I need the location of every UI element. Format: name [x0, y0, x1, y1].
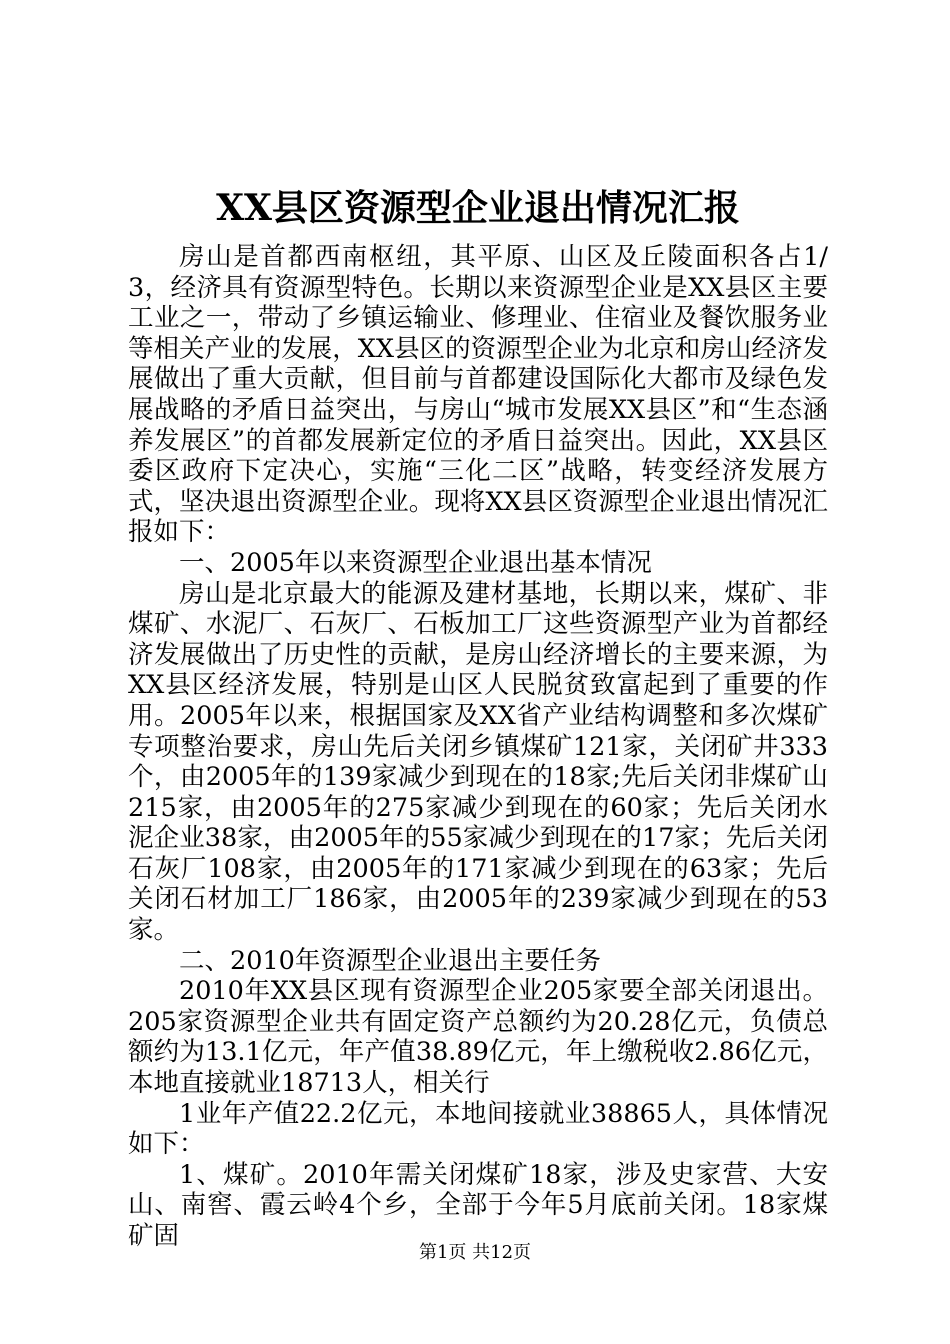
paragraph-section-2: 2010年XX县区现有资源型企业205家要全部关闭退出。205家资源型企业共有固定资产总额约为20.28亿元，负债总额约为13.1亿元，年产值38.89亿元，年上缴税收2.86亿元，本地直接就业18713人，相关行	[128, 976, 828, 1099]
paragraph-intro: 房山是首都西南枢纽，其平原、山区及丘陵面积各占1/3，经济具有资源型特色。长期以来资源型企业是XX县区主要工业之一，带动了乡镇运输业、修理业、住宿业及餐饮服务业等相关产业的发展，XX县区的资源型企业为北京和房山经济发展做出了重大贡献，但目前与首都建设国际化大都市及绿色发展战略的矛盾日益突出，与房山“城市发展XX县区”和“生态涵养发展区”的首都发展新定位的矛盾日益突出。因此，XX县区委区政府下定决心，实施“三化二区”战略，转变经济发展方式，坚决退出资源型企业。现将XX县区资源型企业退出情况汇报如下：	[128, 242, 828, 548]
section-heading-2: 二、2010年资源型企业退出主要任务	[179, 945, 601, 976]
section-heading-1: 一、2005年以来资源型企业退出基本情况	[179, 547, 652, 578]
page-footer: 第1页 共12页	[418, 1242, 532, 1263]
paragraph-section-2-cont: 1业年产值22.2亿元，本地间接就业38865人，具体情况如下：	[128, 1098, 828, 1160]
document-title: XX县区资源型企业退出情况汇报	[216, 187, 740, 229]
document-page	[128, 178, 828, 1252]
paragraph-section-1: 房山是北京最大的能源及建材基地，长期以来，煤矿、非煤矿、水泥厂、石灰厂、石板加工厂这些资源型产业为首都经济发展做出了历史性的贡献，是房山经济增长的主要来源，为XX县区经济发展，特别是山区人民脱贫致富起到了重要的作用。2005年以来，根据国家及XX省产业结构调整和多次煤矿专项整治要求，房山先后关闭乡镇煤矿121家，关闭矿井333个，由2005年的139家减少到现在的18家;先后关闭非煤矿山215家，由2005年的275家减少到现在的60家；先后关闭水泥企业38家，由2005年的55家减少到现在的17家；先后关闭石灰厂108家，由2005年的171家减少到现在的63家；先后关闭石材加工厂186家，由2005年的239家减少到现在的53家。	[128, 578, 828, 946]
paragraph-coal-mines: 1、煤矿。2010年需关闭煤矿18家，涉及史家营、大安山、南窖、霞云岭4个乡，全部于今年5月底前关闭。18家煤矿固	[128, 1159, 828, 1251]
